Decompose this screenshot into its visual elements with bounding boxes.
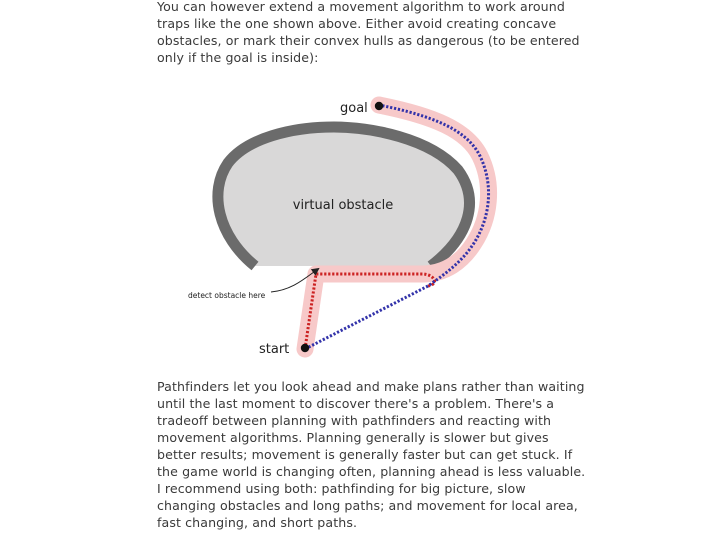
start-label: start (259, 342, 290, 357)
closing-line: fast changing, and short paths. (157, 515, 358, 530)
obstacle-label: virtual obstacle (292, 198, 394, 213)
closing-line: tradeoff between planning with pathfinders and reacting with (157, 413, 552, 428)
closing-line: changing obstacles and long paths; and movement for local area, (157, 498, 578, 513)
goal-marker (375, 102, 383, 110)
closing-line: better results; movement is generally faster but can get stuck. If (157, 447, 573, 462)
intro-line: obstacles, or mark their convex hulls as dangerous (to be entered (157, 33, 580, 48)
closing-line: Pathfinders let you look ahead and make plans rather than waiting (157, 379, 585, 394)
intro-line: traps like the one shown above. Either avoid creating concave (157, 16, 557, 31)
closing-line: until the last moment to discover there's a problem. There's a (157, 396, 555, 411)
detect-label: detect obstacle here (188, 291, 266, 300)
start-marker (301, 344, 309, 352)
intro-line: only if the goal is inside): (157, 50, 319, 65)
goal-label: goal (340, 101, 368, 116)
closing-line: I recommend using both: pathfinding for big picture, slow (157, 481, 526, 496)
intro-line: You can however extend a movement algorithm to work around (157, 0, 565, 14)
movement-path-red (305, 274, 435, 349)
closing-line: movement algorithms. Planning generally is slower but gives (157, 430, 549, 445)
closing-paragraph (157, 378, 585, 531)
closing-line: the game world is changing often, planning ahead is less valuable. (157, 464, 586, 479)
